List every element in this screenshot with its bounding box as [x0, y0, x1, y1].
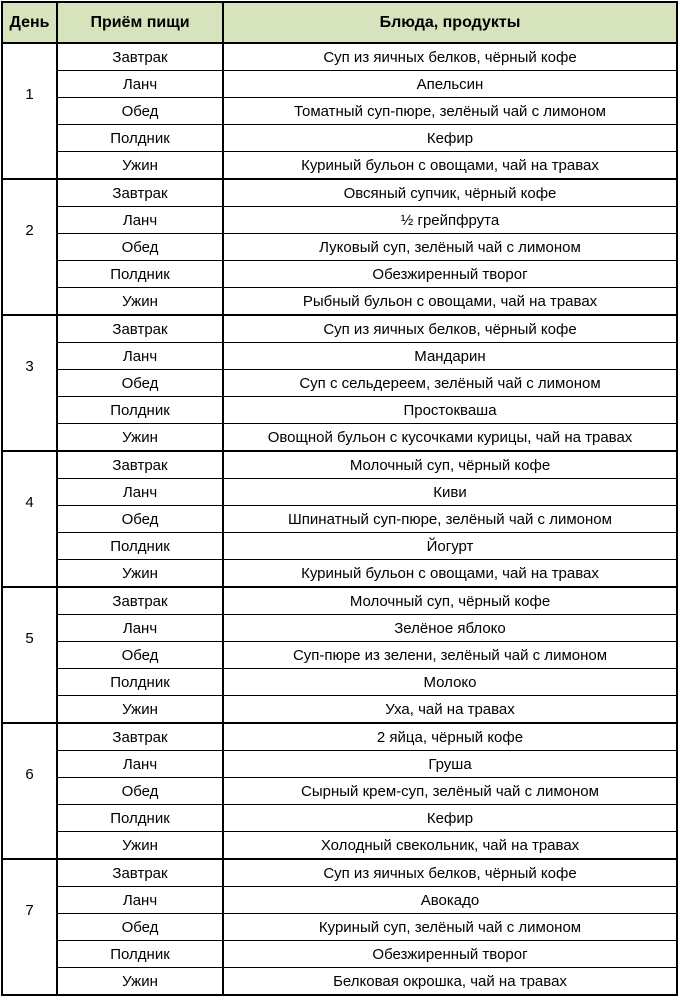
- dish-description: Белковая окрошка, чай на травах: [223, 968, 677, 996]
- meal-name: Завтрак: [57, 179, 223, 207]
- meal-name: Полдник: [57, 125, 223, 152]
- dish-description: Шпинатный суп-пюре, зелёный чай с лимоном: [223, 506, 677, 533]
- meal-name: Обед: [57, 506, 223, 533]
- dish-description: Сырный крем-суп, зелёный чай с лимоном: [223, 778, 677, 805]
- dish-description: Суп с сельдереем, зелёный чай с лимоном: [223, 370, 677, 397]
- meal-name: Ланч: [57, 479, 223, 506]
- dish-description: Овощной бульон с кусочками курицы, чай на травах: [223, 424, 677, 452]
- dish-description: Обезжиренный творог: [223, 261, 677, 288]
- table-row: [2, 832, 677, 860]
- column-header-meal: Приём пищи: [57, 2, 223, 43]
- meal-name: Ужин: [57, 152, 223, 180]
- dish-description: Куриный бульон с овощами, чай на травах: [223, 152, 677, 180]
- meal-name: Полдник: [57, 261, 223, 288]
- meal-name: Ужин: [57, 424, 223, 452]
- day-number: 5: [2, 587, 57, 723]
- table-row: [2, 560, 677, 588]
- dish-description: Суп из яичных белков, чёрный кофе: [223, 859, 677, 887]
- table-row: [2, 533, 677, 560]
- diet-menu-table: [1, 1, 678, 996]
- table-row: [2, 370, 677, 397]
- table-row: [2, 71, 677, 98]
- table-row: [2, 207, 677, 234]
- column-header-dish: Блюда, продукты: [223, 2, 677, 43]
- day-number: 2: [2, 179, 57, 315]
- day-number: 6: [2, 723, 57, 859]
- table-row: [2, 288, 677, 316]
- table-header: [2, 2, 677, 43]
- meal-name: Ланч: [57, 207, 223, 234]
- day-number: 4: [2, 451, 57, 587]
- table-row: [2, 778, 677, 805]
- dish-description: Луковый суп, зелёный чай с лимоном: [223, 234, 677, 261]
- meal-name: Полдник: [57, 533, 223, 560]
- meal-name: Ужин: [57, 288, 223, 316]
- dish-description: Авокадо: [223, 887, 677, 914]
- dish-description: Томатный суп-пюре, зелёный чай с лимоном: [223, 98, 677, 125]
- dish-description: Груша: [223, 751, 677, 778]
- dish-description: Кефир: [223, 125, 677, 152]
- table-row: [2, 479, 677, 506]
- table-row: [2, 941, 677, 968]
- table-row: [2, 152, 677, 180]
- table-row: [2, 506, 677, 533]
- dish-description: Молочный суп, чёрный кофе: [223, 451, 677, 479]
- dish-description: Молоко: [223, 669, 677, 696]
- dish-description: Кефир: [223, 805, 677, 832]
- meal-name: Ланч: [57, 615, 223, 642]
- meal-name: Завтрак: [57, 43, 223, 71]
- table-row: [2, 751, 677, 778]
- meal-name: Ланч: [57, 343, 223, 370]
- dish-description: Овсяный супчик, чёрный кофе: [223, 179, 677, 207]
- dish-description: Холодный свекольник, чай на травах: [223, 832, 677, 860]
- table-row: [2, 587, 677, 615]
- column-header-day: День: [2, 2, 57, 43]
- table-row: [2, 696, 677, 724]
- table-row: [2, 642, 677, 669]
- table-row: [2, 805, 677, 832]
- meal-name: Ужин: [57, 968, 223, 996]
- meal-name: Полдник: [57, 805, 223, 832]
- table-row: [2, 615, 677, 642]
- meal-name: Завтрак: [57, 451, 223, 479]
- table-row: [2, 669, 677, 696]
- meal-name: Ланч: [57, 887, 223, 914]
- table-row: [2, 343, 677, 370]
- table-row: [2, 179, 677, 207]
- dish-description: Молочный суп, чёрный кофе: [223, 587, 677, 615]
- table-row: [2, 43, 677, 71]
- dish-description: Куриный бульон с овощами, чай на травах: [223, 560, 677, 588]
- dish-description: Обезжиренный творог: [223, 941, 677, 968]
- dish-description: ½ грейпфрута: [223, 207, 677, 234]
- dish-description: Суп из яичных белков, чёрный кофе: [223, 315, 677, 343]
- table-row: [2, 859, 677, 887]
- dish-description: Зелёное яблоко: [223, 615, 677, 642]
- table-row: [2, 98, 677, 125]
- meal-name: Завтрак: [57, 859, 223, 887]
- header-row: [2, 2, 677, 43]
- table-row: [2, 968, 677, 996]
- meal-name: Обед: [57, 914, 223, 941]
- meal-name: Обед: [57, 642, 223, 669]
- meal-name: Ужин: [57, 560, 223, 588]
- table-row: [2, 723, 677, 751]
- meal-name: Полдник: [57, 941, 223, 968]
- table-row: [2, 424, 677, 452]
- meal-name: Ланч: [57, 751, 223, 778]
- table-row: [2, 125, 677, 152]
- meal-name: Ужин: [57, 832, 223, 860]
- dish-description: Киви: [223, 479, 677, 506]
- meal-name: Обед: [57, 778, 223, 805]
- meal-name: Полдник: [57, 397, 223, 424]
- dish-description: Рыбный бульон с овощами, чай на травах: [223, 288, 677, 316]
- table-row: [2, 451, 677, 479]
- meal-name: Завтрак: [57, 587, 223, 615]
- table-row: [2, 397, 677, 424]
- day-number: 7: [2, 859, 57, 995]
- meal-name: Завтрак: [57, 315, 223, 343]
- dish-description: Апельсин: [223, 71, 677, 98]
- table-row: [2, 261, 677, 288]
- dish-description: Йогурт: [223, 533, 677, 560]
- table-row: [2, 887, 677, 914]
- day-number: 3: [2, 315, 57, 451]
- meal-name: Ужин: [57, 696, 223, 724]
- meal-name: Обед: [57, 98, 223, 125]
- table-row: [2, 234, 677, 261]
- dish-description: 2 яйца, чёрный кофе: [223, 723, 677, 751]
- dish-description: Суп из яичных белков, чёрный кофе: [223, 43, 677, 71]
- dish-description: Простокваша: [223, 397, 677, 424]
- day-number: 1: [2, 43, 57, 179]
- dish-description: Куриный суп, зелёный чай с лимоном: [223, 914, 677, 941]
- menu-table-body: [2, 43, 677, 995]
- table-row: [2, 315, 677, 343]
- dish-description: Уха, чай на травах: [223, 696, 677, 724]
- meal-name: Полдник: [57, 669, 223, 696]
- table-row: [2, 914, 677, 941]
- meal-name: Завтрак: [57, 723, 223, 751]
- meal-name: Обед: [57, 234, 223, 261]
- dish-description: Суп-пюре из зелени, зелёный чай с лимоном: [223, 642, 677, 669]
- dish-description: Мандарин: [223, 343, 677, 370]
- meal-name: Обед: [57, 370, 223, 397]
- meal-name: Ланч: [57, 71, 223, 98]
